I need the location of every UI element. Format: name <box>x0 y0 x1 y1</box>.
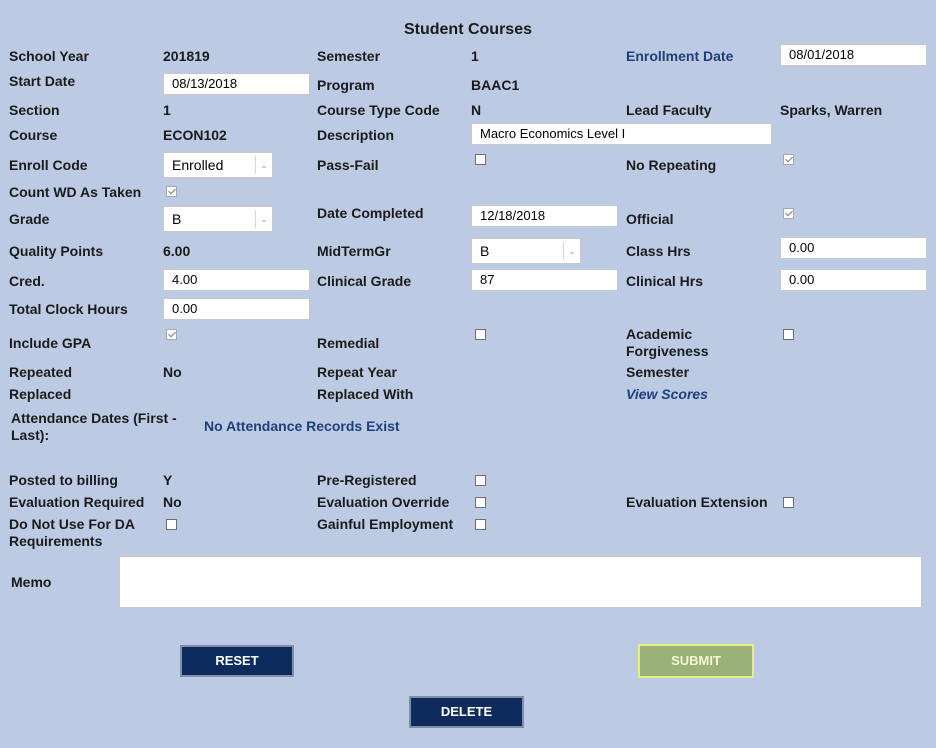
evaluation-override-checkbox[interactable] <box>475 497 486 508</box>
page-title: Student Courses <box>403 21 532 38</box>
memo-textarea[interactable] <box>119 556 922 608</box>
grade-select[interactable] <box>163 206 273 232</box>
total-clock-hours-label: Total Clock Hours <box>9 301 128 317</box>
cred-label: Cred. <box>9 273 45 289</box>
program-value: BAAC1 <box>471 77 520 93</box>
section-value: 1 <box>163 102 171 118</box>
submit-button[interactable]: SUBMIT <box>638 644 754 678</box>
academic-forgiveness-label: Academic Forgiveness <box>626 326 709 359</box>
lead-faculty-value: Sparks, Warren <box>780 102 883 118</box>
semester-label: Semester <box>317 48 381 64</box>
gainful-employment-checkbox[interactable] <box>475 519 486 530</box>
repeated-value: No <box>163 364 182 380</box>
chevron-down-icon: ⌄ <box>255 156 272 174</box>
include-gpa-label: Include GPA <box>9 335 92 351</box>
remedial-label: Remedial <box>317 335 380 351</box>
include-gpa-checkbox[interactable] <box>166 329 177 340</box>
enroll-code-label: Enroll Code <box>9 157 88 173</box>
no-repeating-label: No Repeating <box>626 157 717 173</box>
repeated-label: Repeated <box>9 364 73 380</box>
evaluation-required-label: Evaluation Required <box>9 494 145 510</box>
gainful-employment-label: Gainful Employment <box>317 516 454 532</box>
no-repeating-checkbox[interactable] <box>783 154 794 165</box>
attendance-dates-value: No Attendance Records Exist <box>204 418 400 434</box>
midterm-grade-select[interactable] <box>471 238 581 264</box>
course-value: ECON102 <box>163 127 227 143</box>
section-label: Section <box>9 102 60 118</box>
date-completed-input[interactable]: 12/18/2018 <box>471 205 618 227</box>
delete-button[interactable]: DELETE <box>409 696 524 728</box>
description-label: Description <box>317 127 395 143</box>
remedial-checkbox[interactable] <box>475 329 486 340</box>
school-year-value: 201819 <box>163 48 210 64</box>
clinical-grade-input[interactable]: 87 <box>471 269 618 291</box>
midterm-grade-label: MidTermGr <box>317 243 391 259</box>
posted-to-billing-label: Posted to billing <box>9 472 118 488</box>
description-input[interactable]: Macro Economics Level I <box>471 123 772 145</box>
pre-registered-label: Pre-Registered <box>317 472 417 488</box>
evaluation-extension-label: Evaluation Extension <box>626 494 768 510</box>
view-scores-link[interactable]: View Scores <box>626 386 708 402</box>
evaluation-override-label: Evaluation Override <box>317 494 450 510</box>
replaced-label: Replaced <box>9 386 72 402</box>
academic-forgiveness-checkbox[interactable] <box>783 329 794 340</box>
course-label: Course <box>9 127 58 143</box>
enrollment-date-input[interactable]: 08/01/2018 <box>780 44 927 66</box>
quality-points-label: Quality Points <box>9 243 104 259</box>
replaced-with-label: Replaced With <box>317 386 414 402</box>
quality-points-value: 6.00 <box>163 243 191 259</box>
cred-input[interactable]: 4.00 <box>163 269 310 291</box>
course-type-code-label: Course Type Code <box>317 102 440 118</box>
pass-fail-label: Pass-Fail <box>317 157 379 173</box>
class-hrs-input[interactable]: 0.00 <box>780 237 927 259</box>
posted-to-billing-value: Y <box>163 472 173 488</box>
pass-fail-checkbox[interactable] <box>475 154 486 165</box>
memo-label: Memo <box>11 574 52 590</box>
repeat-year-label: Repeat Year <box>317 364 397 380</box>
do-not-use-da-checkbox[interactable] <box>166 519 177 530</box>
repeat-semester-label: Semester <box>626 364 690 380</box>
clinical-hrs-input[interactable]: 0.00 <box>780 269 927 291</box>
clinical-grade-label: Clinical Grade <box>317 273 412 289</box>
grade-selected: B <box>172 211 182 227</box>
enrollment-date-label: Enrollment Date <box>626 48 734 64</box>
pre-registered-checkbox[interactable] <box>475 475 486 486</box>
attendance-dates-label: Attendance Dates (First - Last): <box>11 410 177 443</box>
count-wd-checkbox[interactable] <box>166 186 177 197</box>
midterm-grade-selected: B <box>480 243 490 259</box>
class-hrs-label: Class Hrs <box>626 243 691 259</box>
start-date-label: Start Date <box>9 73 76 89</box>
official-label: Official <box>626 211 674 227</box>
enroll-code-select[interactable] <box>163 152 273 178</box>
start-date-input[interactable]: 08/13/2018 <box>163 73 310 95</box>
reset-button[interactable]: RESET <box>180 645 294 677</box>
school-year-label: School Year <box>9 48 89 64</box>
official-checkbox[interactable] <box>783 208 794 219</box>
clinical-hrs-label: Clinical Hrs <box>626 273 704 289</box>
evaluation-extension-checkbox[interactable] <box>783 497 794 508</box>
course-type-code-value: N <box>471 102 482 118</box>
program-label: Program <box>317 77 375 93</box>
do-not-use-da-label: Do Not Use For DA Requirements <box>9 516 135 549</box>
date-completed-label: Date Completed <box>317 205 424 221</box>
chevron-down-icon: ⌄ <box>563 242 580 260</box>
enroll-code-selected: Enrolled <box>172 157 224 173</box>
grade-label: Grade <box>9 211 50 227</box>
semester-value: 1 <box>471 48 479 64</box>
lead-faculty-label: Lead Faculty <box>626 102 712 118</box>
count-wd-label: Count WD As Taken <box>9 184 142 200</box>
chevron-down-icon: ⌄ <box>255 210 272 228</box>
evaluation-required-value: No <box>163 494 182 510</box>
total-clock-hours-input[interactable]: 0.00 <box>163 298 310 320</box>
